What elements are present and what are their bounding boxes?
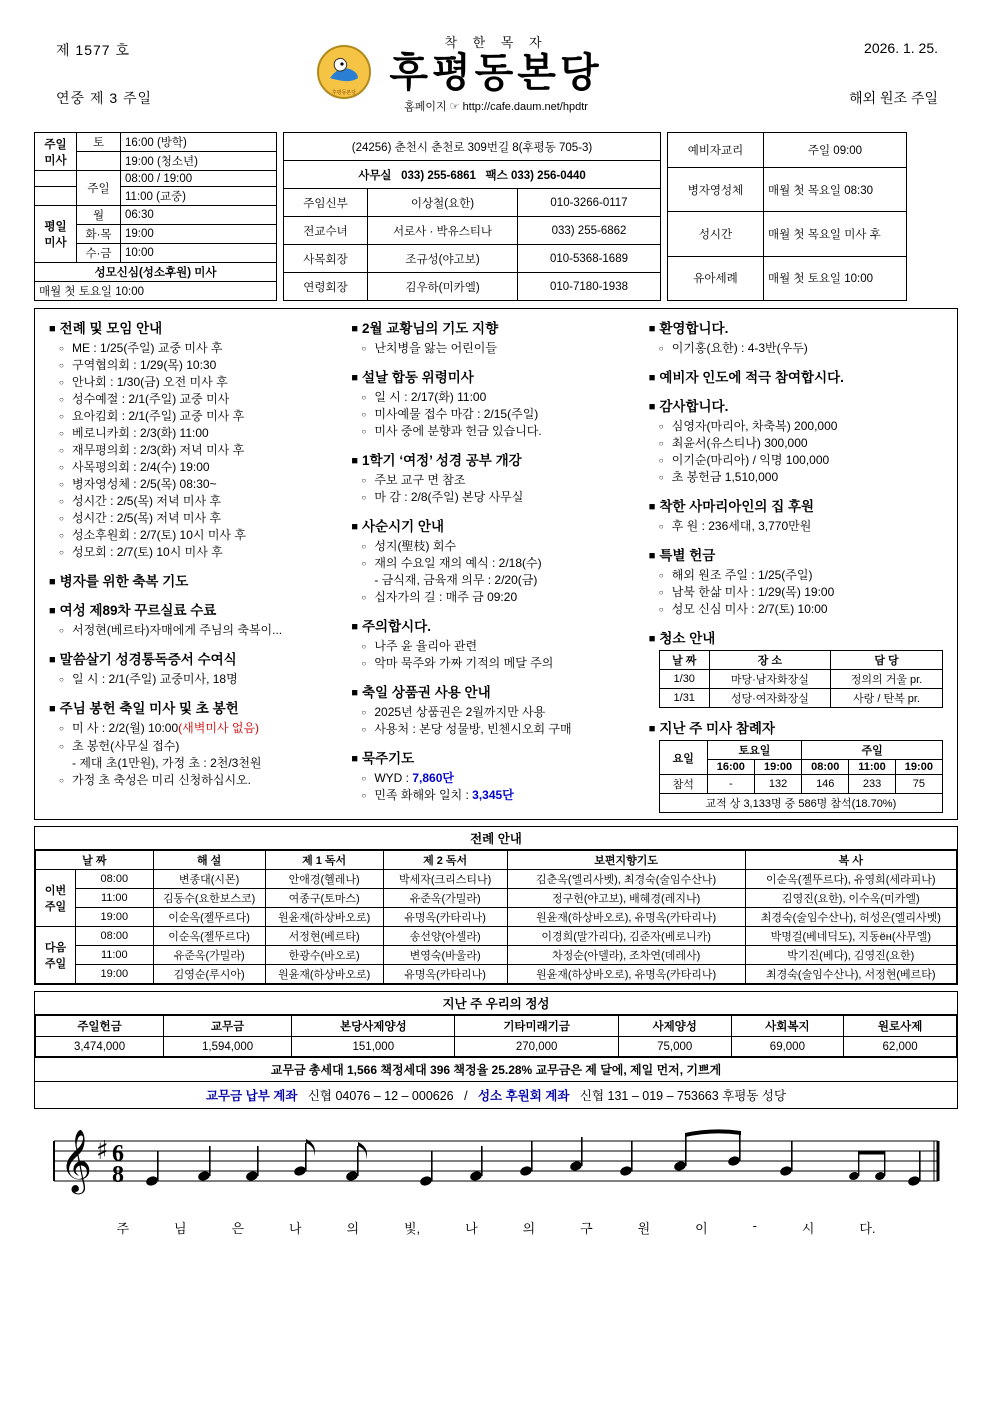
- section-title: ■ 예비자 인도에 적극 참여합시다.: [648, 370, 844, 386]
- cell: 안애경(헬레나): [265, 870, 383, 889]
- section-title: ■ 축일 상품권 사용 안내: [351, 685, 491, 701]
- no-dawn-mass-note: (새벽미사 없음): [178, 721, 260, 736]
- cell: 사랑 / 탄복 pr.: [831, 689, 943, 708]
- masthead-subtitle: 착 한 목 자: [444, 35, 548, 50]
- mass-time: 11:00: [76, 946, 154, 965]
- list-item: ○ 병자영성체 : 2/5(목) 08:30~: [59, 476, 335, 493]
- list-item: ○ 최윤서(유스티나) 300,000: [659, 435, 943, 452]
- week-label: 이번 주일: [36, 870, 76, 927]
- cell: 3,474,000: [36, 1037, 164, 1057]
- lyric-syllable: 의: [346, 1221, 360, 1237]
- column-header: 교무금: [164, 1016, 292, 1037]
- list-item: ○ 악마 묵주와 가짜 기적의 메달 주의: [361, 655, 632, 672]
- section-title: ■ 설날 합동 위령미사: [351, 370, 474, 386]
- column-header: 사제양성: [618, 1016, 731, 1037]
- svg-text:♯: ♯: [96, 1136, 109, 1167]
- list-item: ○ 이기홍(요한) : 4-3반(우두): [659, 340, 943, 357]
- staff-tel: 033) 255-6862: [518, 217, 661, 245]
- column-header: 장 소: [709, 651, 830, 670]
- table-row: [36, 965, 957, 984]
- bulletin-body: [34, 308, 958, 820]
- list-item: ○ 난치병을 앓는 어린이들: [361, 340, 632, 357]
- column-header: 제 1 독서: [265, 851, 383, 870]
- cell: 마당·남자화장실: [709, 670, 830, 689]
- lyric-syllable: 다.: [859, 1221, 876, 1237]
- offering-notes: 교무금 총세대 1,566 책정세대 396 책정율 25.28% 교무금은 제 달에, 제일 먼저, 기쁘게: [35, 1057, 957, 1081]
- table-row: [659, 775, 942, 794]
- pope-intention-list: [361, 340, 632, 357]
- list-item: ○ 민족 화해와 일치 : 3,345단: [361, 787, 632, 804]
- list-item: ○ 남북 한삶 미사 : 1/29(목) 19:00: [659, 584, 943, 601]
- mass-schedule-table: 주일 미사 토 16:00 (방학) 19:00 (청소년) 주일 08:00 / 19:00 11:00 (교중) 평일 미사 월 06:30 화·목 19:00 수·금 10:00 성모신심(성소후원) 미사 매월 첫 토요일 10:00: [34, 132, 277, 301]
- cell: 변종대(시몬): [153, 870, 265, 889]
- office-label: 사무실: [358, 169, 392, 182]
- list-item: ○ 십자가의 길 : 매주 금 09:20: [361, 589, 632, 606]
- cell: 270,000: [455, 1037, 618, 1057]
- column-header: 보편지향기도: [507, 851, 745, 870]
- staff-role: 주임신부: [284, 189, 368, 217]
- office-fax: 팩스 033) 256-0440: [485, 169, 586, 182]
- column-header: 16:00: [707, 760, 754, 775]
- page-title: 후평동본당: [389, 51, 603, 95]
- column-header: 사회복지: [731, 1016, 844, 1037]
- presentation-feast-list: [59, 720, 335, 788]
- staff-svg: [34, 1121, 958, 1213]
- homepage-label: 홈페이지 ☞: [404, 101, 460, 113]
- info-row: [34, 132, 958, 301]
- svg-text:후평동본당: 후평동본당: [331, 90, 357, 96]
- list-item: ○ 베로니카회 : 2/3(화) 11:00: [59, 425, 335, 442]
- section-title: ■ 환영합니다.: [648, 321, 729, 336]
- lyric-syllable: 구: [580, 1221, 593, 1237]
- lyrics-line: [34, 1218, 958, 1237]
- sacrament-name: 유아세례: [668, 256, 764, 300]
- cell: 김영진(요한), 이수옥(미카엘): [745, 889, 956, 908]
- cell: 유명옥(카타리나): [383, 908, 507, 927]
- cell: 박명걸(베네딕도), 지동ён(사무엘): [745, 927, 956, 946]
- cell: 1/31: [659, 689, 709, 708]
- column-header: 날 짜: [36, 851, 154, 870]
- section-title: ■ 1학기 ‘여정’ 성경 공부 개강: [351, 453, 522, 469]
- attendance-summary: 교적 상 3,133명 중 586명 참석(18.70%): [659, 794, 942, 813]
- parish-contact-table: [283, 132, 661, 301]
- list-item: ○ WYD : 7,860단: [361, 770, 632, 787]
- cell: 1,594,000: [164, 1037, 292, 1057]
- liturgy-table: [35, 850, 957, 984]
- cell: 원윤재(하상바오로), 유명옥(카타리나): [507, 908, 745, 927]
- column-header: 해 설: [153, 851, 265, 870]
- table-row: [36, 908, 957, 927]
- list-item: ○ 성모 신심 미사 : 2/7(토) 10:00: [659, 601, 943, 618]
- section-title: ■ 착한 사마리아인의 집 후원: [648, 499, 815, 515]
- lyric-syllable: 이: [695, 1221, 708, 1237]
- welcome-list: [659, 340, 943, 357]
- list-item: ○ 재의 수요일 재의 예식 : 2/18(수): [361, 555, 632, 572]
- announcement-list: [59, 340, 335, 561]
- lyric-syllable: 나: [465, 1221, 478, 1237]
- cell: 이순옥(젤뚜르다): [153, 927, 265, 946]
- cell: 변영숙(바울라): [383, 946, 507, 965]
- list-item: ○ 사목평의회 : 2/4(수) 19:00: [59, 459, 335, 476]
- staff-name: 서로사 · 박유스티나: [368, 217, 518, 245]
- mass-time: 08:00: [76, 870, 154, 889]
- staff-name: 조규성(야고보): [368, 245, 518, 273]
- account-info: [35, 1081, 957, 1108]
- account-separator: /: [464, 1089, 468, 1104]
- cell: 75,000: [618, 1037, 731, 1057]
- table-row: [36, 927, 957, 946]
- cell: -: [707, 775, 754, 794]
- account2-label: 성소 후원회 계좌: [477, 1089, 570, 1104]
- cell: 132: [754, 775, 801, 794]
- section-title: ■ 말씀살기 성경통독증서 수여식: [49, 652, 237, 668]
- column-header: 날 짜: [659, 651, 709, 670]
- list-item: ○ 미 사 : 2/2(월) 10:00(새벽미사 없음): [59, 720, 335, 737]
- column-header: 주일헌금: [36, 1016, 164, 1037]
- list-item: ○ 구역협의회 : 1/29(목) 10:30: [59, 357, 335, 374]
- staff-name: 김우하(미카엘): [368, 273, 518, 301]
- list-item: ○ 재무평의회 : 2/3(화) 저녁 미사 후: [59, 442, 335, 459]
- lyric-syllable: 은: [231, 1221, 245, 1237]
- cell: 유준옥(가밀라): [153, 946, 265, 965]
- cell: 성당·여자화장실: [709, 689, 830, 708]
- list-item: ○ 미사예물 접수 마감 : 2/15(주일): [361, 406, 632, 423]
- lyric-syllable: 의: [522, 1221, 536, 1237]
- sacrament-name: 병자영성체: [668, 168, 764, 212]
- sacrament-name: 예비자교리: [668, 133, 764, 168]
- vocation-mass-title: 성모신심(성소후원) 미사: [35, 263, 277, 282]
- table-row: [659, 794, 942, 813]
- cell: 정의의 거울 pr.: [831, 670, 943, 689]
- lyric-syllable: 님: [173, 1221, 187, 1237]
- table-row: [659, 670, 942, 689]
- bulletin-date: 2026. 1. 25.: [864, 40, 938, 56]
- column-header: 요일: [659, 741, 707, 775]
- staff-tel: 010-3266-0117: [518, 189, 661, 217]
- lyric-syllable: 나: [288, 1221, 302, 1237]
- cell: 이순옥(젤뚜르다): [153, 908, 265, 927]
- rosary-count: 7,860단: [412, 771, 454, 786]
- table-row: [659, 689, 942, 708]
- section-title: ■ 주님 봉헌 축일 미사 및 초 봉헌: [49, 701, 239, 717]
- list-item: ○ 성지(聖枝) 회수: [361, 538, 632, 555]
- mass-time: 08:00: [76, 927, 154, 946]
- svg-text:6: 6: [112, 1141, 124, 1168]
- staff-tel: 010-5368-1689: [518, 245, 661, 273]
- cell: 박기진(베다), 김영진(요한): [745, 946, 956, 965]
- list-item: ○ 해외 원조 주일 : 1/25(주일): [659, 567, 943, 584]
- list-item: ○ ME : 1/25(주일) 교중 미사 후: [59, 340, 335, 357]
- offering-caption: 지난 주 우리의 정성: [35, 992, 957, 1015]
- lyric-syllable: 빛,: [403, 1221, 421, 1237]
- cell: 원윤재(하상바오로), 유명옥(카타리나): [507, 965, 745, 984]
- column-header: 본당사제양성: [292, 1016, 455, 1037]
- mass-time: 19:00: [76, 908, 154, 927]
- section-title: ■ 여성 제89차 꾸르실료 수료: [49, 603, 217, 619]
- cell: 233: [849, 775, 895, 794]
- music-notation: [34, 1121, 958, 1237]
- cell: 이경희(말가리다), 김준자(베로니카): [507, 927, 745, 946]
- cell: 146: [802, 775, 849, 794]
- section-title: ■ 2월 교황님의 기도 지향: [351, 321, 499, 336]
- bible-study-list: [361, 472, 632, 506]
- table-row: [36, 946, 957, 965]
- column-header: 담 당: [831, 651, 943, 670]
- section-title: ■ 병자를 위한 축복 기도: [49, 574, 189, 590]
- parish-office-line: [284, 161, 661, 189]
- homepage-link[interactable]: http://cafe.daum.net/hpdtr: [462, 101, 588, 113]
- column-notices: [343, 317, 640, 813]
- cell: 62,000: [844, 1037, 957, 1057]
- mass-time: 11:00: [76, 889, 154, 908]
- donation-list: [659, 418, 943, 486]
- homepage-line: [34, 98, 958, 114]
- cell: 이순옥(젤뚜르다), 유영희(세라피나): [745, 870, 956, 889]
- sacrament-schedule-table: [667, 132, 907, 301]
- column-header: 원로사제: [844, 1016, 957, 1037]
- sacrament-time: 주일 09:00: [764, 133, 907, 168]
- caution-list: [361, 638, 632, 672]
- cell: 김영순(루시아): [153, 965, 265, 984]
- sacrament-name: 성시간: [668, 212, 764, 256]
- cell: 1/30: [659, 670, 709, 689]
- list-item: ○ 이기순(마리아) / 익명 100,000: [659, 452, 943, 469]
- cell: 최경숙(술임수산나), 서정현(베르타): [745, 965, 956, 984]
- sacrament-time: 매월 첫 목요일 08:30: [764, 168, 907, 212]
- staff-role: 전교수녀: [284, 217, 368, 245]
- list-item: ○ 성소후원회 : 2/7(토) 10시 미사 후: [59, 527, 335, 544]
- cell: 차정순(아델라), 조차연(데레사): [507, 946, 745, 965]
- liturgical-season: 연중 제 3 주일: [56, 90, 153, 106]
- newyear-memorial-list: [361, 389, 632, 440]
- list-item: ○ 미사 중에 분향과 헌금 있습니다.: [361, 423, 632, 440]
- lyric-syllable: 주: [116, 1221, 130, 1237]
- issue-number: 제 1577 호: [56, 42, 130, 58]
- list-item: ○ 일 시 : 2/1(주일) 교중미사, 18명: [59, 671, 335, 688]
- bible-certificate-list: [59, 671, 335, 688]
- sacrament-time: 매월 첫 토요일 10:00: [764, 256, 907, 300]
- offering-table: [35, 1015, 957, 1057]
- column-announcements: [41, 317, 343, 813]
- cell: 서정현(베르타): [265, 927, 383, 946]
- account2-value: 신협 131 – 019 – 753663 후평동 성당: [579, 1089, 787, 1104]
- list-item: ○ 주보 교구 면 참조: [361, 472, 632, 489]
- vocation-mass-text: 매월 첫 토요일 10:00: [35, 282, 277, 301]
- lyric-syllable: 원: [637, 1221, 651, 1237]
- cursillo-list: [59, 622, 335, 639]
- cell: 한광수(바오로): [265, 946, 383, 965]
- list-item: ○ 성시간 : 2/5(목) 저녁 미사 후: [59, 510, 335, 527]
- list-item: ○ 나주 윤 율리아 관련: [361, 638, 632, 655]
- list-item: ○ 성시간 : 2/5(목) 저녁 미사 후: [59, 493, 335, 510]
- row-header: 참석: [659, 775, 707, 794]
- section-title: ■ 감사합니다.: [648, 399, 729, 415]
- section-title: ■ 특별 헌금: [648, 548, 716, 564]
- lent-list: [361, 538, 632, 606]
- office-tel: 033) 255-6861: [401, 169, 476, 182]
- cell: 유준옥(가밀라): [383, 889, 507, 908]
- masthead: [34, 28, 958, 128]
- cell: 69,000: [731, 1037, 844, 1057]
- list-item: ○ 심영자(마리아, 차축복) 200,000: [659, 418, 943, 435]
- list-item: ○ 2025년 상품권은 2월까지만 사용: [361, 704, 632, 721]
- staff-role: 연령회장: [284, 273, 368, 301]
- cell: 원윤재(하상바오로): [265, 908, 383, 927]
- section-title: ■ 지난 주 미사 참례자: [648, 721, 775, 737]
- rosary-count: 3,345단: [472, 788, 514, 803]
- column-header: 기타미래기금: [455, 1016, 618, 1037]
- cleaning-schedule-table: [659, 650, 943, 708]
- table-row: [36, 870, 957, 889]
- section-title: ■ 묵주기도: [351, 751, 415, 767]
- section-title: ■ 사순시기 안내: [351, 519, 444, 535]
- cell: 김동수(요한보스코): [153, 889, 265, 908]
- table-row: [36, 889, 957, 908]
- list-item: ○ 초 봉헌(사무실 접수): [59, 738, 335, 755]
- list-item: ○ 마 감 : 2/8(주일) 본당 사무실: [361, 489, 632, 506]
- list-item: ○ 사용처 : 본당 성물방, 빈첸시오회 구매: [361, 721, 632, 738]
- cell: 박세자(크리스티나): [383, 870, 507, 889]
- section-title: ■ 전례 및 모임 안내: [49, 321, 163, 336]
- cell: 151,000: [292, 1037, 455, 1057]
- list-item: ○ 후 원 : 236세대, 3,770만원: [659, 518, 943, 535]
- liturgy-schedule: [34, 826, 958, 985]
- list-item: ○ 성모회 : 2/7(토) 10시 미사 후: [59, 544, 335, 561]
- svg-text:8: 8: [112, 1162, 124, 1189]
- list-item: ○ 서정현(베르타)자매에게 주님의 축복이...: [59, 622, 335, 639]
- staff-role: 사목회장: [284, 245, 368, 273]
- column-header: 복 사: [745, 851, 956, 870]
- cell: 최경숙(술임수산나), 허성은(엘리사벳): [745, 908, 956, 927]
- svg-text:𝄞: 𝄞: [60, 1129, 92, 1193]
- section-title: ■ 청소 안내: [648, 631, 716, 647]
- column-header: 11:00: [849, 760, 895, 775]
- mass-time: 19:00: [76, 965, 154, 984]
- column-header: 19:00: [754, 760, 801, 775]
- list-item: ○ 초 봉헌금 1,510,000: [659, 469, 943, 486]
- offering-summary: [34, 991, 958, 1109]
- list-item: ○ 안나회 : 1/30(금) 오전 미사 후: [59, 374, 335, 391]
- rosary-list: [361, 770, 632, 804]
- column-header: 주일: [802, 741, 943, 760]
- list-item: ○ 성수예절 : 2/1(주일) 교중 미사: [59, 391, 335, 408]
- masthead-center: [34, 32, 958, 114]
- column-header: 토요일: [707, 741, 801, 760]
- account1-label: 교무금 납부 계좌: [205, 1089, 298, 1104]
- staff-name: 이상철(요한): [368, 189, 518, 217]
- cell: 원윤재(하상바오로): [265, 965, 383, 984]
- lyric-syllable: -: [752, 1218, 757, 1234]
- list-item: - 제대 초(1만원), 가정 초 : 2천/3천원: [72, 755, 262, 770]
- lyric-syllable: 시: [801, 1221, 815, 1237]
- cell: 정구헌(야고보), 배혜경(레지나): [507, 889, 745, 908]
- cell: 유명옥(카타리나): [383, 965, 507, 984]
- section-title: ■ 주의합시다.: [351, 619, 431, 635]
- column-header: 08:00: [802, 760, 849, 775]
- attendance-table: [659, 740, 943, 813]
- column-header: 제 2 독서: [383, 851, 507, 870]
- parish-address: (24256) 춘천시 춘천로 309번길 8(후평동 705-3): [284, 133, 661, 161]
- cell: 김춘옥(엘리사벳), 최경숙(술임수산나): [507, 870, 745, 889]
- list-item: ○ 가정 초 축성은 미리 신청하십시오.: [59, 772, 335, 789]
- list-item: - 금식재, 금육재 의무 : 2/20(금): [374, 573, 538, 588]
- bulletin-theme: 해외 원조 주일: [849, 90, 938, 106]
- list-item: ○ 일 시 : 2/17(화) 11:00: [361, 389, 632, 406]
- table-row: [36, 1037, 957, 1057]
- cell: 75: [895, 775, 942, 794]
- samaritan-list: [659, 518, 943, 535]
- column-header: 19:00: [895, 760, 942, 775]
- week-label: 다음 주일: [36, 927, 76, 984]
- staff-tel: 010-7180-1938: [518, 273, 661, 301]
- liturgy-caption: 전례 안내: [35, 827, 957, 850]
- cell: 송선양(아셀라): [383, 927, 507, 946]
- sacrament-time: 매월 첫 목요일 미사 후: [764, 212, 907, 256]
- list-item: ○ 요아킴회 : 2/1(주일) 교중 미사 후: [59, 408, 335, 425]
- account1-value: 신협 04076 – 12 – 000626: [307, 1089, 454, 1104]
- column-community: [641, 317, 951, 813]
- cell: 여종구(토마스): [265, 889, 383, 908]
- giftcard-list: [361, 704, 632, 738]
- special-offering-list: [659, 567, 943, 618]
